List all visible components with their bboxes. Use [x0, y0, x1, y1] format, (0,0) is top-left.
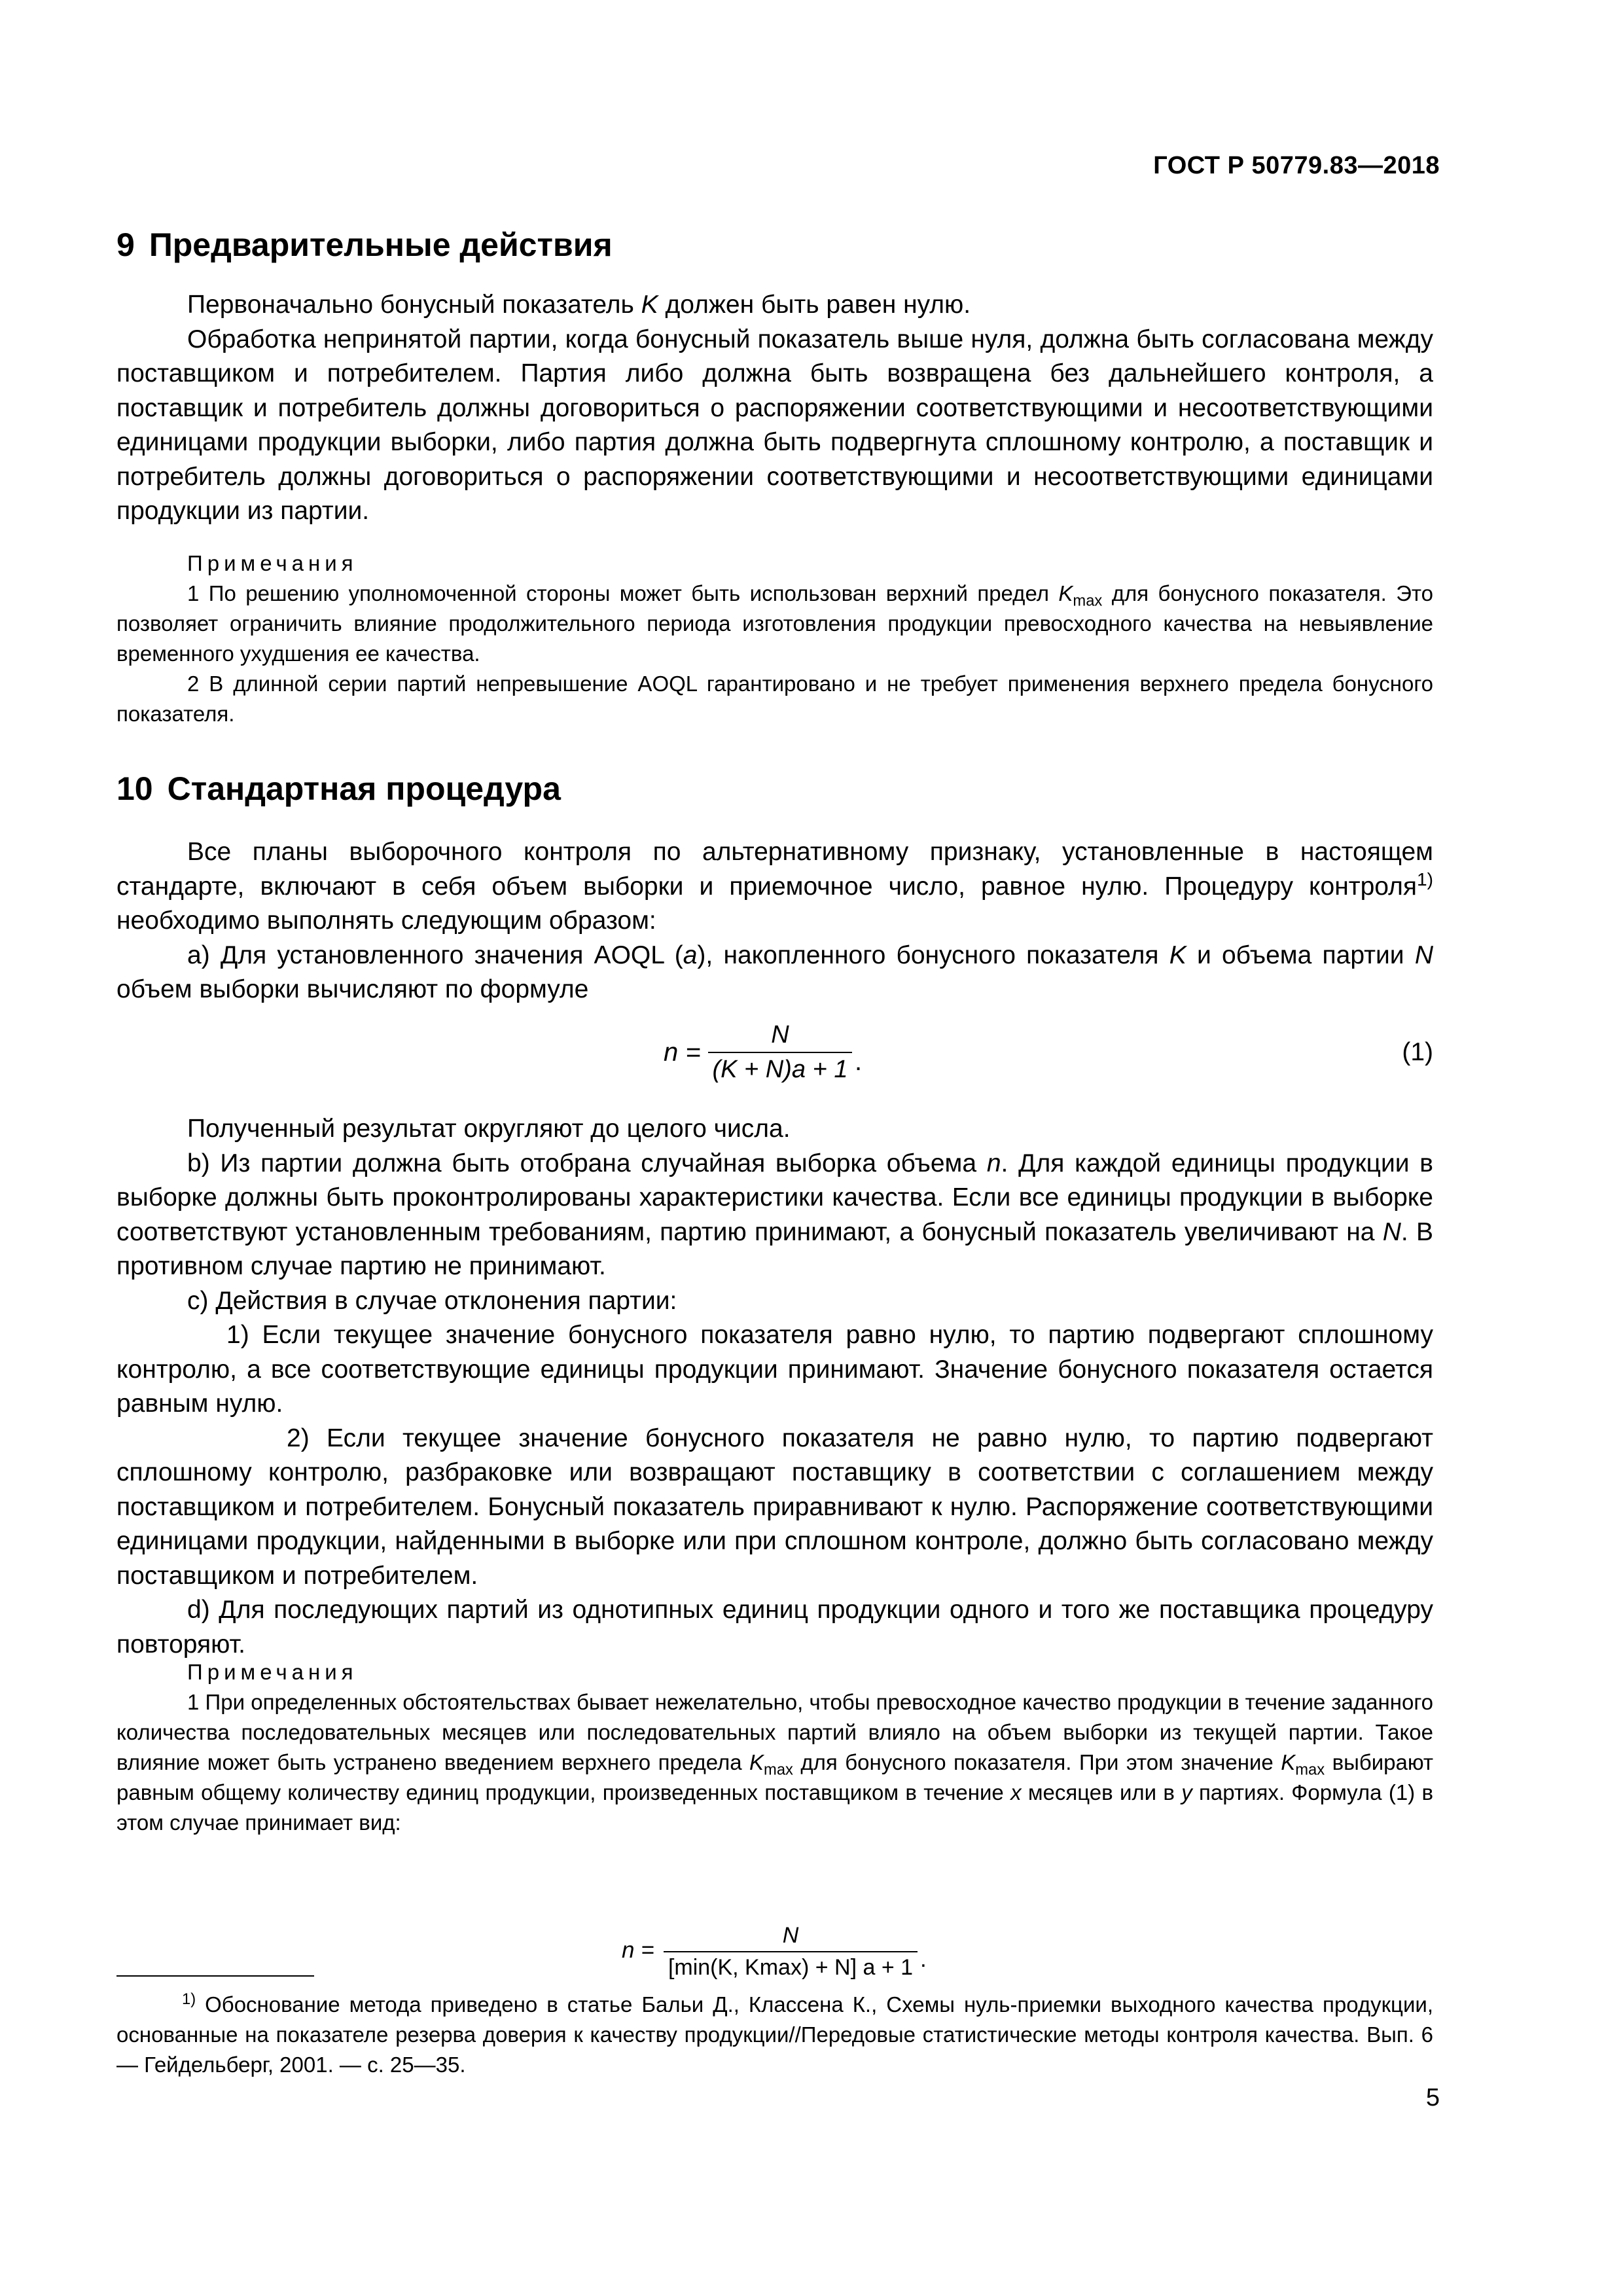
section-10 — [116, 770, 1433, 808]
footnote-ref: 1) — [1417, 869, 1433, 889]
formula-1-number: (1) — [1402, 1038, 1433, 1066]
rounding-text: Полученный результат округляют до целого числа. — [187, 1115, 791, 1143]
footnote-separator — [116, 1975, 314, 1977]
section-9 — [116, 226, 1433, 264]
section-9-notes — [116, 548, 1433, 729]
section-9-body — [116, 288, 1433, 529]
section-9-title: Предварительные действия — [149, 226, 613, 263]
section-9-heading — [116, 226, 1433, 264]
section-10-title: Стандартная процедура — [167, 770, 561, 807]
page-number: 5 — [1425, 2084, 1440, 2111]
item-d: d) Для последующих партий из однотипных единиц продукции одного и того же поставщика процедуру повторяют. — [116, 1596, 1433, 1659]
footnote: $^{1)}$ Обоснование метода приведено в статье Бальи Д., Классена К., Схемы нуль-приемки выходного качества продукции, основанные на показателе резерва доверия к качеству продукции//Передовые статистические методы контроля качества. Вып. 6 — Гейдельберг, 2001. — с. 25—35. — [116, 1990, 1433, 2077]
formula-1-lhs: n = — [664, 1038, 701, 1067]
formula-2-lhs: n = — [622, 1937, 654, 1963]
formula-2-fraction — [664, 1923, 918, 1981]
item-a: а) Для установленного значения AOQL (a), накопленного бонусного показателя K и объема партии N объем выборки вычисляют по формуле — [116, 941, 1433, 1003]
notes-heading: Примечания — [187, 551, 358, 575]
note-10-1: 1 При определенных обстоятельствах бывает нежелательно, чтобы превосходное качество продукции в течение заданного количества последовательных месяцев или последовательных партий влияло на объем выборки из текущей партии. Такое влияние может быть устранено введением верхнего предела $K_{max}$ для бонусного показателя. При этом значение $K_{max}$ выбирают равным общему количеству единиц продукции, произведенных поставщиком в течение x месяцев или в y партиях. Формула (1) в этом случае принимает вид: — [116, 1690, 1433, 1835]
formula-2-denominator: [min(K, Kmax) + N] a + 1 — [664, 1951, 918, 1981]
formula-2-numerator: N — [782, 1923, 799, 1948]
section-9-paragraph-1: Первоначально бонусный показатель K должен быть равен нулю. — [187, 291, 971, 319]
section-10-body — [116, 1112, 1433, 1662]
formula-1 — [116, 1021, 1433, 1098]
formula-1-denominator: (K + N)a + 1 — [708, 1052, 852, 1084]
standard-designation: ГОСТ Р 50779.83—2018 — [1153, 152, 1440, 179]
section-10-heading — [116, 770, 1433, 808]
footnote-mark: 1) — [182, 1990, 196, 2008]
note-1: 1 По решению уполномоченной стороны может быть использован верхний предел $K_{max}$ для бонусного показателя. Это позволяет ограничить влияние продолжительного периода изготовления продукции превосходного качества на невыявление временного ухудшения ее качества. — [116, 581, 1434, 666]
notes-heading-2: Примечания — [187, 1660, 358, 1684]
item-c-1: 1) Если текущее значение бонусного показателя равно нулю, то партию подвергают сплошному контролю, а все соответствующие единицы продукции принимают. Значение бонусного показателя остается равным нулю. — [116, 1321, 1433, 1418]
section-10-body-top — [116, 835, 1433, 1007]
section-10-number: 10 — [116, 770, 153, 807]
formula-1-numerator: N — [771, 1021, 789, 1049]
formula-2-tail: . — [920, 1946, 927, 1972]
note-2: 2 В длинной серии партий непревышение AOQL гарантировано и не требует применения верхнего предела бонусного показателя. — [116, 672, 1433, 726]
formula-1-fraction — [708, 1021, 852, 1084]
item-c-2: 2) Если текущее значение бонусного показателя не равно нулю, то партию подвергают сплошному контролю, разбраковке или возвращают поставщику в соответствии с соглашением между поставщиком и потребителем. Бонусный показатель приравнивают к нулю. Распоряжение соответствующими единицами продукции, найденными в выборке или при сплошном контроле, должно быть согласовано между поставщиком и потребителем. — [116, 1424, 1433, 1590]
section-9-number: 9 — [116, 226, 135, 263]
item-c: с) Действия в случае отклонения партии: — [187, 1286, 677, 1315]
section-10-intro: Все планы выборочного контроля по альтернативному признаку, установленные в настоящем стандарте, включают в себя объем выборки и приемочное число, равное нулю. Процедуру контроля$^{1)}$ необходимо выполнять следующим образом: — [116, 838, 1433, 935]
section-10-notes — [116, 1657, 1433, 1838]
section-9-paragraph-2: Обработка непринятой партии, когда бонусный показатель выше нуля, должна быть согласована между поставщиком и потребителем. Партия либо должна быть возвращена без дальнейшего контроля, а поставщик и потребитель должны договориться о распоряжении соответствующими и несоответствующими единицами продукции выборки, либо партия должна быть подвергнута сплошному контролю, а поставщик и потребитель должны договориться о распоряжении соответствующими и несоответствующими единицами продукции из партии. — [116, 325, 1433, 525]
formula-2 — [116, 1923, 1433, 2000]
formula-1-tail: . — [855, 1047, 863, 1076]
item-b: b) Из партии должна быть отобрана случайная выборка объема n. Для каждой единицы продукции в выборке должны быть проконтролированы характеристики качества. Если все единицы продукции в выборке соответствуют установленным требованиям, партию принимают, а бонусный показатель увеличивают на N. В противном случае партию не принимают. — [116, 1149, 1434, 1280]
